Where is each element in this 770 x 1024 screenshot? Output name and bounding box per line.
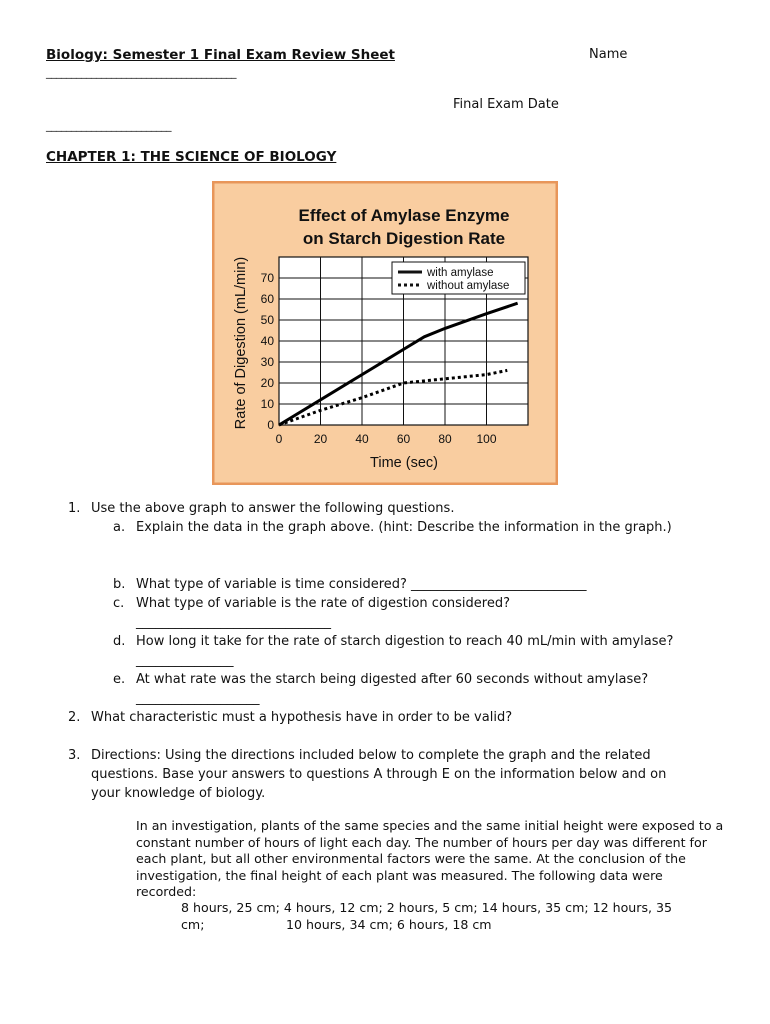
q3-line2: questions. Base your answers to questions A through E on the information below and on xyxy=(91,767,667,782)
data-line-1: 8 hours, 25 cm; 4 hours, 12 cm; 2 hours, 5 cm; 14 hours, 35 cm; 12 hours, 35 xyxy=(181,900,673,915)
q1c-blank: ______________________________ xyxy=(136,615,331,630)
page-title: Biology: Semester 1 Final Exam Review Sheet xyxy=(46,47,395,63)
x-tick-label-2: 40 xyxy=(355,432,369,446)
q1c-text: What type of variable is the rate of digestion considered? xyxy=(136,596,510,611)
q1d-blank: _______________ xyxy=(136,653,234,668)
q1e-blank: ___________________ xyxy=(136,691,260,706)
q1d-letter: d. xyxy=(113,634,126,649)
y-tick-label-1: 10 xyxy=(260,397,274,411)
exam-date-label: Final Exam Date xyxy=(453,97,559,112)
chart-y-axis-label: Rate of Digestion (mL/min) xyxy=(233,256,249,430)
x-tick-label-0: 0 xyxy=(275,432,283,446)
q3-line3: your knowledge of biology. xyxy=(91,786,266,801)
q1e-letter: e. xyxy=(113,672,126,687)
name-label: Name xyxy=(589,47,628,62)
q1a-letter: a. xyxy=(113,520,126,535)
q3-number: 3. xyxy=(68,748,81,763)
exam-date-blank: _________________________ xyxy=(46,119,171,132)
q3-line1: Directions: Using the directions included below to complete the graph and the related xyxy=(91,748,651,763)
q1-text: Use the above graph to answer the following questions. xyxy=(91,501,455,516)
y-tick-label-5: 50 xyxy=(260,313,274,327)
investigation-paragraph: In an investigation, plants of the same species and the same initial height were exposed to a constant number of hours of light each day. The number of hours per day was different for each plant, but all other environmental factors were the same. At the conclusion of the investigation, the final height of each plant was measured. The following data were recorded: xyxy=(136,818,724,899)
q1-number: 1. xyxy=(68,501,81,516)
x-tick-label-5: 100 xyxy=(476,432,497,446)
y-tick-label-6: 60 xyxy=(260,292,274,306)
q1c-letter: c. xyxy=(113,596,125,611)
name-blank: ______________________________________ xyxy=(46,66,236,79)
x-tick-label-1: 20 xyxy=(313,432,328,446)
data-line-2b: 10 hours, 34 cm; 6 hours, 18 cm xyxy=(286,917,492,932)
data-line-2a: cm; xyxy=(181,917,205,932)
amylase-chart xyxy=(212,181,558,485)
legend-label-0: with amylase xyxy=(427,267,494,279)
chart-title-line1: Effect of Amylase Enzyme xyxy=(298,206,510,225)
chapter-heading: CHAPTER 1: THE SCIENCE OF BIOLOGY xyxy=(46,149,337,165)
chart-title-line2: on Starch Digestion Rate xyxy=(302,229,506,248)
q2-number: 2. xyxy=(68,710,81,725)
y-tick-label-3: 30 xyxy=(260,355,274,369)
x-tick-label-3: 60 xyxy=(396,432,411,446)
q2-text: What characteristic must a hypothesis have in order to be valid? xyxy=(91,710,513,725)
q1a-text: Explain the data in the graph above. (hint: Describe the information in the graph.) xyxy=(136,520,672,535)
y-tick-label-7: 70 xyxy=(260,271,274,285)
x-tick-label-4: 80 xyxy=(438,432,452,446)
y-tick-label-0: 0 xyxy=(267,418,274,432)
q1d-text: How long it take for the rate of starch digestion to reach 40 mL/min with amylase? xyxy=(136,634,674,649)
legend-label-1: without amylase xyxy=(427,280,510,292)
chart-x-axis-label: Time (sec) xyxy=(370,455,438,471)
y-tick-label-4: 40 xyxy=(260,334,274,348)
q1b-text: What type of variable is time considered? ___________________________ xyxy=(136,577,587,592)
y-tick-label-2: 20 xyxy=(260,376,274,390)
q1e-text: At what rate was the starch being digested after 60 seconds without amylase? xyxy=(136,672,649,687)
q1b-letter: b. xyxy=(113,577,126,592)
